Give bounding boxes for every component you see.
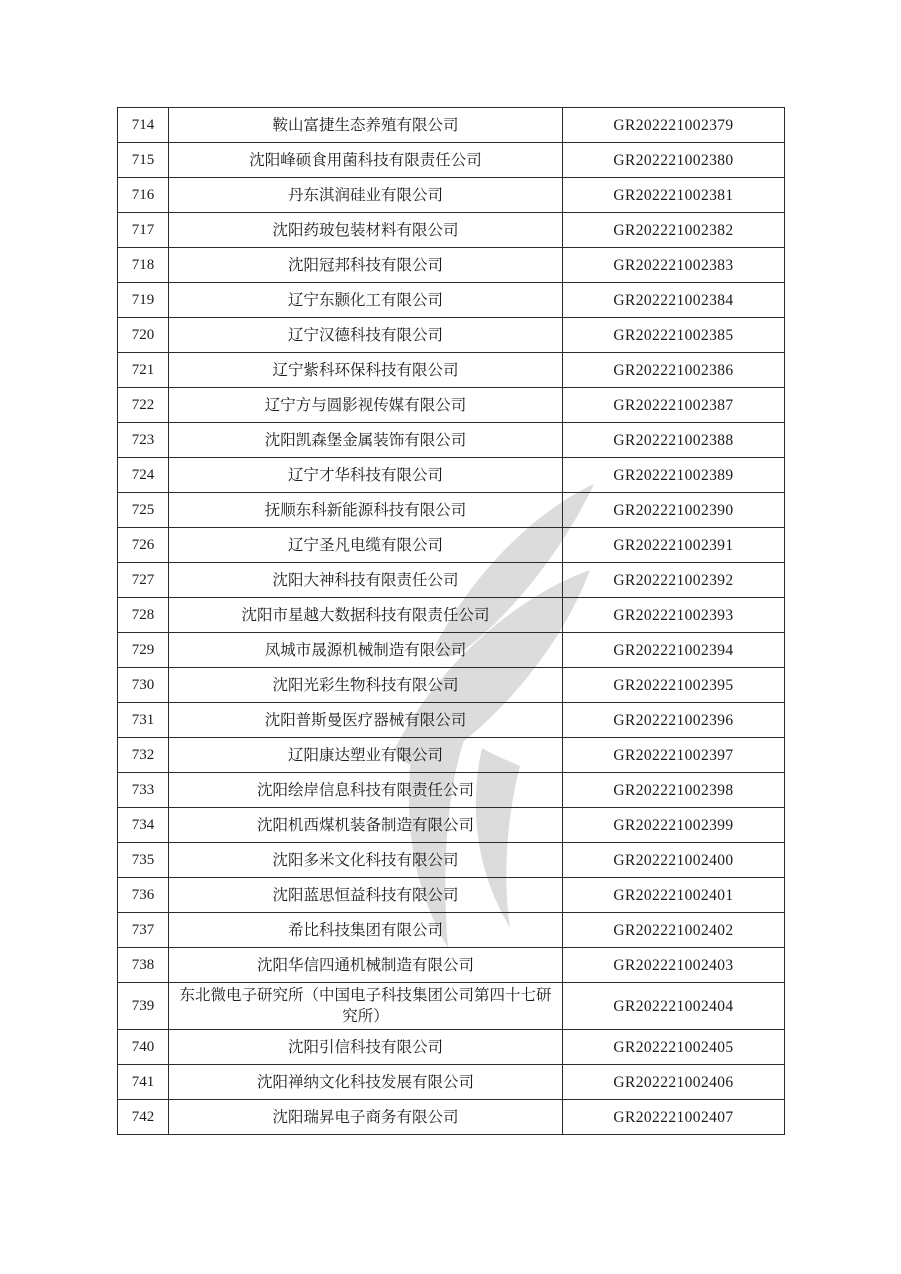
row-number-cell: 740 [118,1030,169,1064]
row-number-cell: 735 [118,843,169,877]
company-name-cell: 沈阳引信科技有限公司 [169,1030,563,1064]
certificate-code-cell: GR202221002395 [613,676,734,694]
certificate-code-cell: GR202221002383 [613,256,734,274]
row-number-cell: 741 [118,1065,169,1099]
company-name-cell: 辽宁方与圆影视传媒有限公司 [169,388,563,422]
certificate-code-cell: GR202221002388 [613,431,734,449]
company-name-cell: 希比科技集团有限公司 [169,913,563,947]
company-name-cell: 沈阳大神科技有限责任公司 [169,563,563,597]
company-name-cell: 沈阳药玻包装材料有限公司 [169,213,563,247]
table-row [118,318,784,353]
certificate-code-cell: GR202221002384 [613,291,734,309]
table-row [118,213,784,248]
row-number-cell: 725 [118,493,169,527]
certificate-code-cell: GR202221002398 [613,781,734,799]
company-name-cell: 凤城市晟源机械制造有限公司 [169,633,563,667]
certificate-code-cell: GR202221002407 [613,1108,734,1126]
table-row [118,458,784,493]
company-name-cell: 沈阳禅纳文化科技发展有限公司 [169,1065,563,1099]
certificate-code-cell: GR202221002402 [613,921,734,939]
row-number-cell: 732 [118,738,169,772]
company-name-cell: 辽宁圣凡电缆有限公司 [169,528,563,562]
company-name-cell: 沈阳市星越大数据科技有限责任公司 [169,598,563,632]
company-name-cell: 沈阳华信四通机械制造有限公司 [169,948,563,982]
table-row [118,283,784,318]
row-number-cell: 718 [118,248,169,282]
row-number-cell: 722 [118,388,169,422]
certificate-code-cell: GR202221002389 [613,466,734,484]
company-name-cell: 沈阳光彩生物科技有限公司 [169,668,563,702]
row-number-cell: 728 [118,598,169,632]
table-row [118,353,784,388]
row-number-cell: 736 [118,878,169,912]
company-name-cell: 辽宁汉德科技有限公司 [169,318,563,352]
certificate-code-cell: GR202221002387 [613,396,734,414]
row-number-cell: 742 [118,1100,169,1134]
table-row [118,108,784,143]
certificate-code-cell: GR202221002391 [613,536,734,554]
certificate-code-cell: GR202221002382 [613,221,734,239]
company-name-cell: 沈阳瑞昇电子商务有限公司 [169,1100,563,1134]
table-row [118,1100,784,1134]
row-number-cell: 730 [118,668,169,702]
table-row [118,1065,784,1100]
certificate-code-cell: GR202221002381 [613,186,734,204]
table-row [118,1030,784,1065]
row-number-cell: 714 [118,108,169,142]
row-number-cell: 738 [118,948,169,982]
row-number-cell: 739 [118,983,169,1029]
company-name-cell: 沈阳蓝思恒益科技有限公司 [169,878,563,912]
row-number-cell: 733 [118,773,169,807]
table-row [118,248,784,283]
row-number-cell: 726 [118,528,169,562]
row-number-cell: 734 [118,808,169,842]
row-number-cell: 717 [118,213,169,247]
table-row [118,668,784,703]
certificate-code-cell: GR202221002405 [613,1038,734,1056]
certificate-code-cell: GR202221002400 [613,851,734,869]
certificate-code-cell: GR202221002406 [613,1073,734,1091]
row-number-cell: 724 [118,458,169,492]
company-name-cell: 辽宁才华科技有限公司 [169,458,563,492]
certificate-code-cell: GR202221002394 [613,641,734,659]
certificate-code-cell: GR202221002404 [613,997,734,1015]
row-number-cell: 719 [118,283,169,317]
row-number-cell: 721 [118,353,169,387]
company-name-cell: 沈阳普斯曼医疗器械有限公司 [169,703,563,737]
company-table [117,107,785,1135]
certificate-code-cell: GR202221002385 [613,326,734,344]
certificate-code-cell: GR202221002399 [613,816,734,834]
certificate-code-cell: GR202221002396 [613,711,734,729]
company-name-cell: 沈阳多米文化科技有限公司 [169,843,563,877]
row-number-cell: 737 [118,913,169,947]
certificate-code-cell: GR202221002397 [613,746,734,764]
certificate-code-cell: GR202221002386 [613,361,734,379]
table-row [118,738,784,773]
table-row [118,948,784,983]
certificate-code-cell: GR202221002392 [613,571,734,589]
table-row [118,983,784,1030]
company-name-cell: 辽宁东颢化工有限公司 [169,283,563,317]
table-row [118,563,784,598]
company-name-cell: 东北微电子研究所（中国电子科技集团公司第四十七研究所） [169,983,563,1029]
row-number-cell: 723 [118,423,169,457]
table-row [118,808,784,843]
table-row [118,143,784,178]
table-row [118,178,784,213]
certificate-code-cell: GR202221002393 [613,606,734,624]
row-number-cell: 716 [118,178,169,212]
row-number-cell: 729 [118,633,169,667]
company-name-cell: 沈阳绘岸信息科技有限责任公司 [169,773,563,807]
table-row [118,913,784,948]
row-number-cell: 727 [118,563,169,597]
table-row [118,633,784,668]
certificate-code-cell: GR202221002390 [613,501,734,519]
table-row [118,843,784,878]
company-name-cell: 辽宁紫科环保科技有限公司 [169,353,563,387]
certificate-code-cell: GR202221002401 [613,886,734,904]
table-row [118,423,784,458]
company-name-cell: 沈阳冠邦科技有限公司 [169,248,563,282]
table-row [118,493,784,528]
certificate-code-cell: GR202221002403 [613,956,734,974]
certificate-code-cell: GR202221002379 [613,116,734,134]
company-name-cell: 抚顺东科新能源科技有限公司 [169,493,563,527]
company-name-cell: 辽阳康达塑业有限公司 [169,738,563,772]
row-number-cell: 715 [118,143,169,177]
company-name-cell: 沈阳峰硕食用菌科技有限责任公司 [169,143,563,177]
table-row [118,598,784,633]
certificate-code-cell: GR202221002380 [613,151,734,169]
company-name-cell: 沈阳机西煤机装备制造有限公司 [169,808,563,842]
company-name-cell: 鞍山富捷生态养殖有限公司 [169,108,563,142]
table-row [118,388,784,423]
row-number-cell: 731 [118,703,169,737]
company-name-cell: 沈阳凯森堡金属装饰有限公司 [169,423,563,457]
row-number-cell: 720 [118,318,169,352]
table-row [118,528,784,563]
company-name-cell: 丹东淇润硅业有限公司 [169,178,563,212]
table-row [118,703,784,738]
table-row [118,878,784,913]
table-row [118,773,784,808]
